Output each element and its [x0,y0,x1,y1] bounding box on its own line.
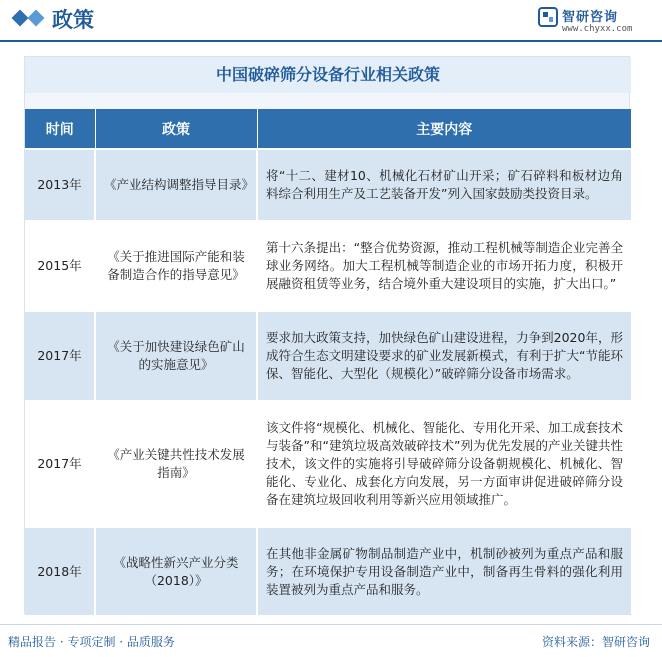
row-content: 第十六条提出：“整合优势资源，推动工程机械等制造企业完善全球业务网络。加大工程机械等制造企业的市场开拓力度，积极开展融资租赁等业务，结合境外重大建设项目的实施，扩大出口。” [257,221,631,311]
table-row [25,311,631,401]
column-header-content: 主要内容 [257,109,631,149]
column-header-policy: 政策 [95,109,257,149]
table-row [25,401,631,527]
table-row [25,527,631,615]
diamond-icon [28,10,45,27]
diamond-icon [12,10,29,27]
row-year: 2018年 [25,527,95,615]
row-policy: 《产业结构调整指导目录》 [95,149,257,221]
row-year: 2013年 [25,149,95,221]
row-policy: 《产业关键共性技术发展指南》 [95,401,257,527]
row-year: 2017年 [25,311,95,401]
row-content: 要求加大政策支持，加快绿色矿山建设进程，力争到2020年，形成符合生态文明建设要求的矿业发展新模式，有利于扩大“节能环保、智能化、大型化（规模化）”破碎筛分设备市场需求。 [257,311,631,401]
row-content: 将“十二、建材10、机械化石材矿山开采；矿石碎料和板材边角料综合利用生产及工艺装备开发”列入国家鼓励类投资目录。 [257,149,631,221]
row-policy: 《战略性新兴产业分类（2018）》 [95,527,257,615]
footer-divider [0,624,662,625]
brand-name: 智研咨询 [562,10,619,25]
row-year: 2015年 [25,221,95,311]
column-header-time: 时间 [25,109,95,149]
brand [538,6,648,36]
row-content: 在其他非金属矿物制品制造产业中，机制砂被列为重点产品和服务；在环境保护专用设备制造产业中，制备再生骨料的强化利用装置被列为重点产品和服务。 [257,527,631,615]
section-title: 政策 [52,8,94,32]
footer-source: 资料来源：智研咨询 [541,635,650,649]
footer-slogan: 精品报告 · 专项定制 · 品质服务 [8,635,175,649]
row-content: 该文件将“规模化、机械化、智能化、专用化开采、加工成套技术与装备”和“建筑垃圾高效破碎技术”列为优先发展的产业关键共性技术，该文件的实施将引导破碎筛分设备朝规模化、机械化、智能化、专业化、成套化方向发展，另一方面审讲促进破碎筛分设备在建筑垃圾回收利用等新兴应用领域推广。 [257,401,631,527]
header-divider [0,40,662,42]
brand-url: www.chyxx.com [562,24,633,34]
row-policy: 《关于加快建设绿色矿山的实施意见》 [95,311,257,401]
policy-table [25,109,631,615]
table-header-row [25,109,631,149]
table-title: 中国破碎筛分设备行业相关政策 [25,57,631,93]
row-year: 2017年 [25,401,95,527]
table-row [25,221,631,311]
policy-table-panel [24,56,630,614]
top-bar [0,0,662,40]
row-policy: 《关于推进国际产能和装备制造合作的指导意见》 [95,221,257,311]
brand-logo-icon [538,7,558,27]
table-row [25,149,631,221]
